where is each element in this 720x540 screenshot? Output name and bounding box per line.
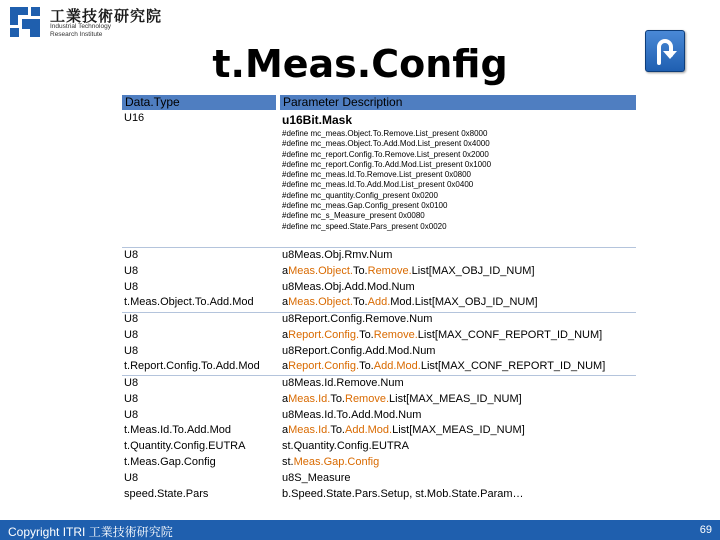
row4-desc: u8S_Measure bbox=[282, 471, 351, 484]
define-line: #define mc_meas.Id.To.Remove.List_present 0x0800 bbox=[282, 170, 471, 180]
text-part: To. bbox=[352, 296, 368, 309]
row1-type-cell bbox=[124, 111, 274, 127]
row3-type: U8 bbox=[124, 328, 139, 341]
define-line: #define mc_meas.Gap.Config_present 0x0100 bbox=[282, 201, 448, 211]
footer-bar bbox=[0, 520, 720, 540]
highlight-text: Meas.Id. bbox=[288, 392, 331, 405]
highlight-text: Remove. bbox=[373, 328, 418, 341]
logo-name-en-line1: Industrial Technology bbox=[50, 23, 111, 30]
highlight-text: Report.Config. bbox=[288, 328, 360, 341]
highlight-text: Add. bbox=[345, 424, 368, 437]
row3-type-cell bbox=[124, 312, 274, 375]
row2-type: U8 bbox=[124, 249, 139, 261]
row4-desc: u8Meas.Id.To.Add.Mod.Num bbox=[282, 408, 422, 421]
text-part: To. bbox=[352, 264, 368, 277]
text-part: To. bbox=[330, 424, 345, 437]
text-part: a bbox=[282, 296, 289, 309]
row2-desc-cell bbox=[282, 248, 638, 311]
define-line: #define mc_meas.Id.To.Add.Mod.List_present 0x0400 bbox=[282, 180, 474, 190]
logo-name-en-line2: Research Institute bbox=[50, 30, 103, 38]
text-part: To. bbox=[359, 360, 374, 373]
highlight-text: Meas.Object. bbox=[288, 296, 353, 309]
row2-type: U8 bbox=[124, 280, 139, 293]
define-line: #define mc_quantity.Config_present 0x0200 bbox=[282, 190, 438, 200]
highlight-text: Add. bbox=[367, 296, 391, 309]
highlight-text: Meas.Object. bbox=[288, 264, 353, 277]
row2-type: U8 bbox=[124, 264, 139, 277]
row2-desc: u8Meas.Obj.Rmv.Num bbox=[282, 249, 393, 261]
row4-type: U8 bbox=[124, 377, 139, 389]
highlight-text: Remove. bbox=[367, 264, 412, 277]
row4-type: speed.State.Pars bbox=[124, 487, 209, 500]
text-part: a bbox=[282, 264, 289, 277]
logo-name-zh: 工業技術研究院 bbox=[50, 8, 163, 25]
row2-type-cell bbox=[124, 248, 274, 311]
define-line: #define mc_report.Config.To.Remove.List_present 0x2000 bbox=[282, 149, 489, 159]
row4-desc: b.Speed.State.Pars.Setup, st.Mob.State.Param… bbox=[282, 487, 524, 500]
row2-desc: u8Meas.Obj.Add.Mod.Num bbox=[282, 280, 415, 293]
back-button[interactable] bbox=[645, 30, 685, 72]
highlight-text: Add. bbox=[373, 360, 397, 373]
row3-type: U8 bbox=[124, 344, 139, 357]
itri-logo-mark-icon bbox=[6, 3, 44, 41]
row4-type-cell bbox=[124, 376, 274, 502]
row3-type: t.Report.Config.To.Add.Mod bbox=[124, 360, 260, 373]
text-part: Mod.List[MAX_OBJ_ID_NUM] bbox=[390, 296, 538, 309]
row3-type: U8 bbox=[124, 313, 139, 325]
define-line: #define mc_s_Measure_present 0x0080 bbox=[282, 211, 425, 221]
text-part: List[MAX_CONF_REPORT_ID_NUM] bbox=[417, 328, 603, 341]
text-part: List[MAX_MEAS_ID_NUM] bbox=[389, 392, 522, 405]
row4-type: t.Meas.Id.To.Add.Mod bbox=[124, 424, 231, 437]
row2-desc bbox=[282, 295, 638, 311]
logo-name-en bbox=[50, 23, 111, 38]
row3-desc: u8Report.Config.Add.Mod.Num bbox=[282, 344, 436, 357]
row4-desc: u8Meas.Id.Remove.Num bbox=[282, 377, 404, 389]
header-data-type: Data.Type bbox=[122, 95, 276, 110]
text-part: a bbox=[282, 328, 289, 341]
row2-type: t.Meas.Object.To.Add.Mod bbox=[124, 296, 254, 309]
define-line: #define mc_meas.Object.To.Remove.List_present 0x8000 bbox=[282, 129, 488, 138]
copyright-text: Copyright ITRI 工業技術研究院 bbox=[8, 525, 173, 539]
text-part: List[MAX_MEAS_ID_NUM] bbox=[392, 424, 525, 437]
row4-desc bbox=[282, 455, 638, 471]
text-part: List[MAX_CONF_REPORT_ID_NUM] bbox=[420, 360, 606, 373]
back-arrow-icon bbox=[652, 37, 678, 65]
highlight-text: Remove. bbox=[345, 392, 390, 405]
row3-desc: u8Report.Config.Remove.Num bbox=[282, 313, 433, 325]
row1-type: U16 bbox=[124, 112, 145, 124]
row4-type: U8 bbox=[124, 392, 139, 405]
define-line: #define mc_speed.State.Pars_present 0x0020 bbox=[282, 221, 447, 231]
text-part: st. bbox=[282, 455, 294, 468]
highlight-text: Meas.Id. bbox=[288, 424, 331, 437]
header-parameter-description: Parameter Description bbox=[280, 95, 636, 110]
row4-type: U8 bbox=[124, 408, 139, 421]
row4-type: t.Quantity.Config.EUTRA bbox=[124, 440, 246, 453]
page-number: 69 bbox=[699, 524, 712, 536]
row4-type: t.Meas.Gap.Config bbox=[124, 455, 216, 468]
row2-desc bbox=[282, 264, 638, 280]
text-part: List[MAX_OBJ_ID_NUM] bbox=[411, 264, 535, 277]
text-part: a bbox=[282, 392, 289, 405]
row4-desc bbox=[282, 423, 638, 439]
define-line: #define mc_report.Config.To.Add.Mod.List_present 0x1000 bbox=[282, 159, 492, 169]
row3-desc-cell bbox=[282, 312, 638, 375]
row4-desc: st.Quantity.Config.EUTRA bbox=[282, 440, 409, 453]
highlight-text: Report.Config. bbox=[288, 360, 360, 373]
slide-title: t.Meas.Config bbox=[212, 42, 508, 86]
row3-desc bbox=[282, 359, 638, 375]
text-part: a bbox=[282, 360, 289, 373]
row4-desc-cell bbox=[282, 376, 638, 502]
row3-desc bbox=[282, 328, 638, 344]
row1-bitmask-title: u16Bit.Mask bbox=[282, 113, 353, 127]
text-part: a bbox=[282, 424, 289, 437]
highlight-text: Meas.Gap.Config bbox=[293, 455, 380, 468]
row4-type: U8 bbox=[124, 471, 139, 484]
text-part: To. bbox=[330, 392, 345, 405]
row1-desc-cell bbox=[282, 111, 638, 232]
highlight-text: Mod. bbox=[396, 360, 421, 373]
row4-desc bbox=[282, 392, 638, 408]
define-line: #define mc_meas.Object.To.Add.Mod.List_present 0x4000 bbox=[282, 139, 490, 149]
highlight-text: Mod. bbox=[367, 424, 393, 437]
text-part: To. bbox=[359, 328, 374, 341]
itri-logo bbox=[6, 3, 166, 41]
